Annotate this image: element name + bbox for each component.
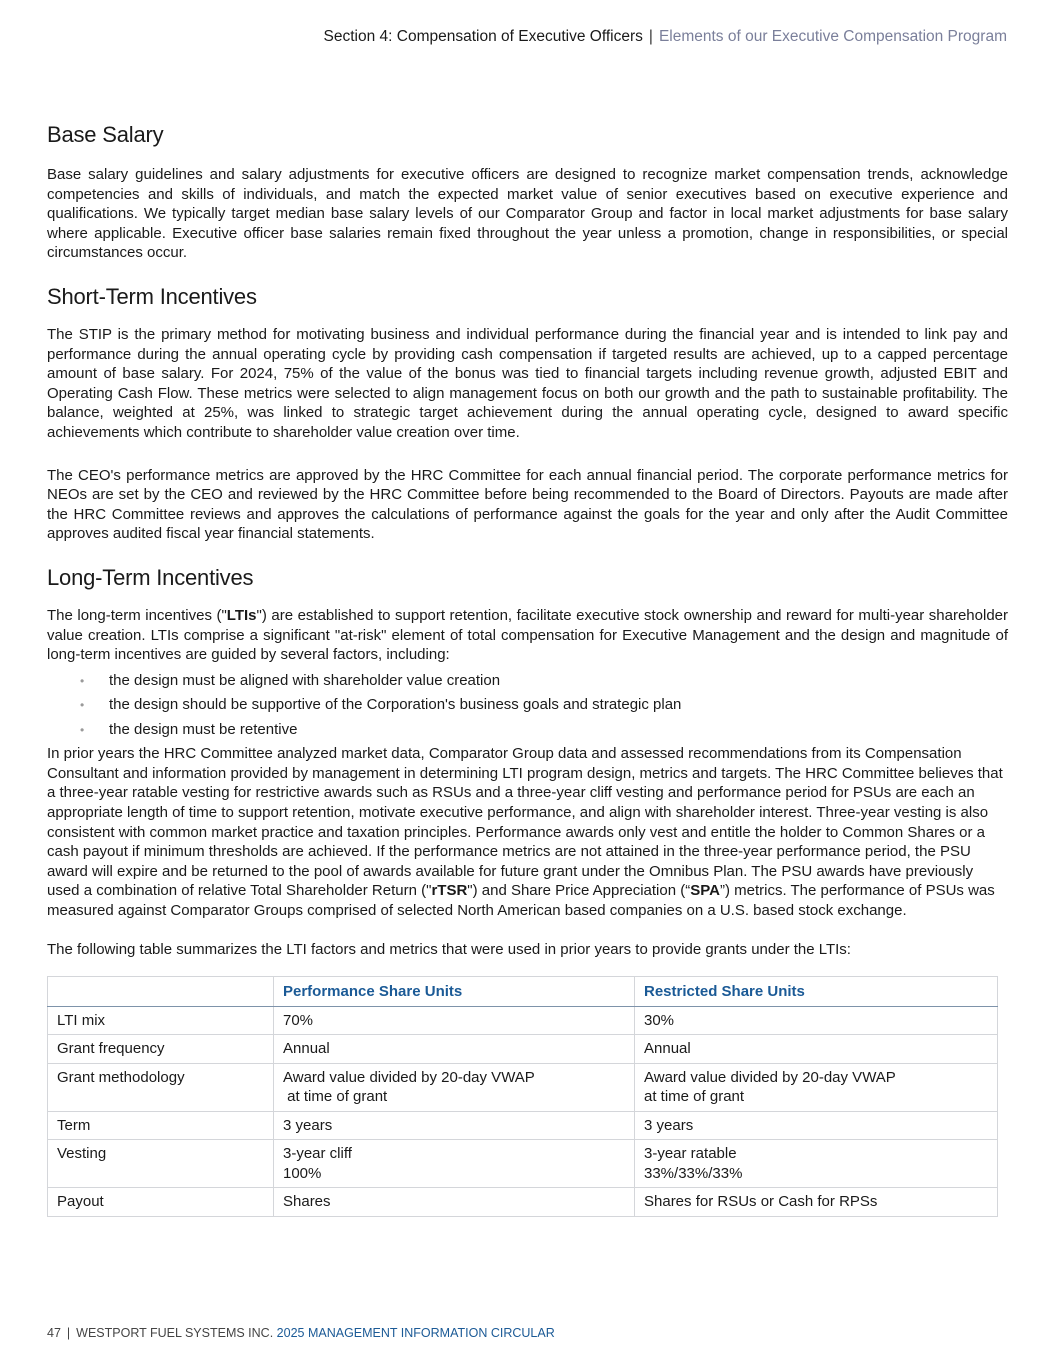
running-header [324,28,1007,46]
list-item [47,669,1008,694]
list-item [47,693,1008,718]
rsu-cell [635,1188,998,1217]
psu-cell [274,1035,635,1064]
heading-short-term-incentives: Short-Term Incentives [47,283,257,309]
row-label: LTI mix [48,1006,274,1035]
cell-line: 70% [283,1011,314,1029]
column-header-psu: Performance Share Units [274,977,635,1007]
cell-line: 3 years [283,1116,333,1134]
stip-paragraph-1: The STIP is the primary method for motivating business and individual performance during the financial year and is intended to link pay and performance during the annual operating cycle by providing cash compensation if targeted results are achieved, up to a capped percentage amount of base salary. For 2024, 75% of the value of the bonus was tied to financial targets including revenue growth, adjusted EBIT and Operating Cash Flow. These metrics were selected to align management focus on both our growth and the path to sustainable profitability. The balance, weighted at 25%, was linked to strategic target achievement during the annual operating cycle, designed to award specific achievements which contribute to shareholder value creation over time. [47,325,1008,441]
base-salary-paragraph: Base salary guidelines and salary adjustments for executive officers are designed to recognize market compensation trends, acknowledge competencies and skills of individuals, and match the expected market value of senior executives based on executive experience and qualifications. We typically target median base salary levels of our Comparator Group and factor in local market adjustments for base salary where applicable. Executive officer base salaries remain fixed throughout the year unless a promotion, change in responsibilities, or special circumstances occur. [47,166,1008,262]
page-number: 47 [47,1326,61,1340]
row-label: Grant frequency [48,1035,274,1064]
cell-line: Award value divided by 20-day VWAP [283,1068,535,1086]
defined-term-ltis: LTIs [226,606,257,624]
table-row [48,1140,998,1188]
rsu-cell [635,1063,998,1111]
list-item-text: the design must be aligned with shareholder value creation [109,671,501,689]
lti-design-paragraph [47,744,1008,920]
psu-cell [274,1063,635,1111]
rsu-cell [635,1035,998,1064]
list-item [47,718,1008,743]
header-section: Section 4: Compensation of Executive Officers [323,28,643,45]
text-run: In prior years the HRC Committee analyzed market data, Comparator Group data and assessed recommendations from its Compensation Consultant and information provided by management in determining LTI program design, metrics and targets. The HRC Committee believes that a three-year ratable vesting for restrictive awards such as RSUs and a three-year cliff vesting and performance period for PSUs are each an appropriate length of time to support retention, motivate executive performance, and align with shareholder interest. Three-year vesting is also consistent with common market practice and taxation principles. Performance awards only vest and entitle the holder to Common Shares or a cash payout if minimum thresholds are achieved. If the performance metrics are not attained in the three-year performance period, the PSU award will expire and be returned to the pool of awards available for future grant under the Omnibus Plan. The PSU awards have previously used a combination of relative Total Shareholder Return (" [47,745,1003,900]
table-row [48,1111,998,1140]
row-label: Grant methodology [48,1063,274,1111]
row-label: Term [48,1111,274,1140]
cell-line: at time of grant [644,1088,745,1106]
cell-line: 33%/33%/33% [644,1164,743,1182]
cell-line: 3-year cliff [283,1145,352,1163]
list-item-text: the design must be retentive [109,720,298,738]
table-row [48,1006,998,1035]
row-label: Payout [48,1188,274,1217]
row-label: Vesting [48,1140,274,1188]
defined-term-spa: SPA [690,882,720,900]
text-run: ") and Share Price Appreciation (“ [467,882,691,900]
heading-long-term-incentives: Long-Term Incentives [47,564,254,590]
list-item-text: the design should be supportive of the Corporation's business goals and strategic plan [109,696,682,714]
psu-cell [274,1111,635,1140]
page-content [47,122,1008,1217]
psu-cell [274,1006,635,1035]
bullet-icon: • [80,722,85,737]
cell-line: 3 years [644,1116,694,1134]
table-row [48,1063,998,1111]
column-header-rsu: Restricted Share Units [635,977,998,1007]
table-header-row [48,977,998,1007]
header-subsection: Elements of our Executive Compensation Program [658,28,1007,45]
rsu-cell [635,1006,998,1035]
footer-company: WESTPORT FUEL SYSTEMS INC. [76,1326,274,1340]
cell-line: Shares [283,1193,331,1211]
cell-line: 100% [283,1164,322,1182]
text-run: ") are established to support retention, facilitate executive stock ownership and reward for multi-year shareholder value creation. LTIs comprise a significant "at-risk" element of total compensation for Executive Management and the design and magnitude of long-term incentives are guided by several factors, including: [47,606,1008,664]
cell-line: Shares for RSUs or Cash for RPSs [644,1193,878,1211]
cell-line: at time of grant [283,1088,388,1106]
cell-line: 30% [644,1011,675,1029]
heading-base-salary: Base Salary [47,122,164,147]
table-row [48,1188,998,1217]
column-header-blank [48,977,274,1007]
cell-line: Annual [644,1040,691,1058]
lti-factors-list [47,669,1008,743]
header-separator: | [648,28,653,45]
rsu-cell [635,1140,998,1188]
cell-line: 3-year ratable [644,1145,737,1163]
psu-cell [274,1188,635,1217]
psu-cell [274,1140,635,1188]
rsu-cell [635,1111,998,1140]
bullet-icon: • [80,673,85,688]
table-row [48,1035,998,1064]
cell-line: Annual [283,1040,330,1058]
table-intro: The following table summarizes the LTI factors and metrics that were used in prior years to provide grants under the LTIs: [47,940,851,958]
lti-intro-paragraph [47,606,1008,665]
stip-paragraph-2: The CEO's performance metrics are approved by the HRC Committee for each annual financial period. The corporate performance metrics for NEOs are set by the CEO and reviewed by the HRC Committee before being recommended to the Board of Directors. Payouts are made after the HRC Committee reviews and approves the calculations of performance against the goals for the year and only after the Audit Committee approves audited fiscal year financial statements. [47,466,1008,543]
lti-factors-table [47,976,998,1217]
text-run: ”) metrics. The performance of PSUs was measured against Comparator Groups comprised of selected North American based companies on a U.S. based stock exchange. [47,882,995,919]
text-run: The long-term incentives (" [47,606,227,624]
footer-separator: | [66,1326,71,1340]
bullet-icon: • [80,698,85,713]
page-footer [47,1326,555,1340]
defined-term-rtsr: rTSR [431,882,468,900]
cell-line: Award value divided by 20-day VWAP [644,1068,896,1086]
footer-document-title: 2025 MANAGEMENT INFORMATION CIRCULAR [276,1326,555,1340]
